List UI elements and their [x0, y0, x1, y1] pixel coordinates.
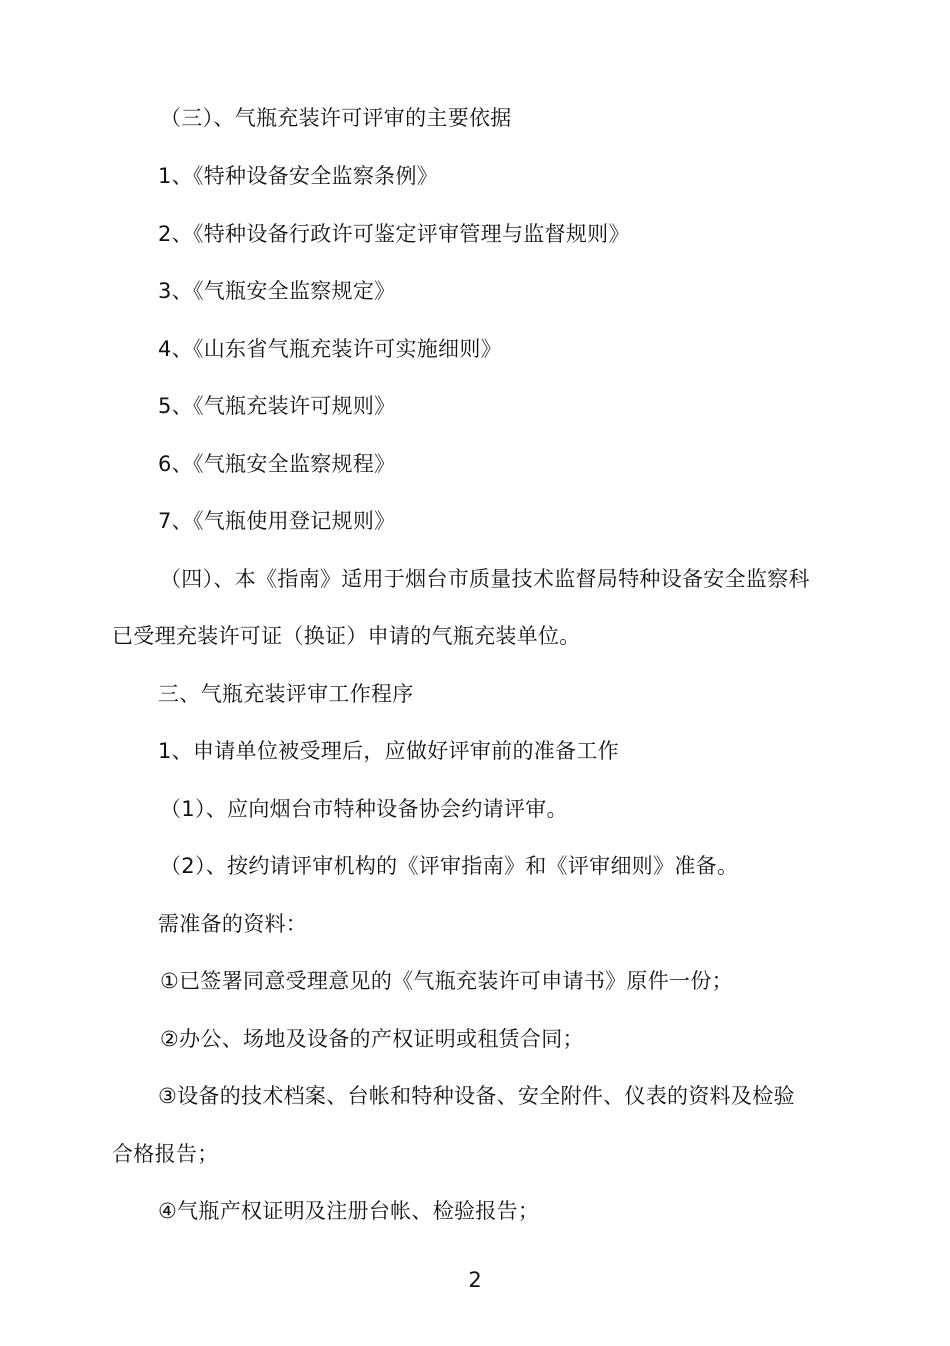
list-item: （2）、按约请评审机构的《评审指南》和《评审细则》准备。 [160, 854, 739, 878]
section-heading-procedure: 三、气瓶充装评审工作程序 [158, 682, 414, 706]
list-item-continued: 合格报告； [112, 1142, 219, 1166]
list-item: 6、《气瓶安全监察规程》 [158, 452, 396, 476]
list-item: 1、《特种设备安全监察条例》 [158, 164, 439, 188]
section-heading-basis: （三）、气瓶充装许可评审的主要依据 [160, 106, 512, 130]
list-item: ③设备的技术档案、台帐和特种设备、安全附件、仪表的资料及检验 [158, 1084, 795, 1108]
list-item: ④气瓶产权证明及注册台帐、检验报告； [158, 1199, 540, 1223]
paragraph-scope: （四）、本《指南》适用于烟台市质量技术监督局特种设备安全监察科 [160, 567, 810, 591]
list-item: 7、《气瓶使用登记规则》 [158, 509, 396, 533]
list-item: 5、《气瓶充装许可规则》 [158, 394, 396, 418]
list-item: 1、申请单位被受理后，应做好评审前的准备工作 [158, 739, 619, 763]
paragraph-scope-continued: 已受理充装许可证（换证）申请的气瓶充装单位。 [112, 624, 581, 648]
materials-heading: 需准备的资料： [158, 912, 308, 936]
list-item: 3、《气瓶安全监察规定》 [158, 279, 396, 303]
list-item: 2、《特种设备行政许可鉴定评审管理与监督规则》 [158, 222, 630, 246]
page-number: 2 [468, 1268, 482, 1292]
list-item: 4、《山东省气瓶充装许可实施细则》 [158, 337, 502, 361]
list-item: ②办公、场地及设备的产权证明或租赁合同； [160, 1027, 584, 1051]
list-item: ①已签署同意受理意见的《气瓶充装许可申请书》原件一份； [160, 969, 733, 993]
list-item: （1）、应向烟台市特种设备协会约请评审。 [160, 797, 568, 821]
